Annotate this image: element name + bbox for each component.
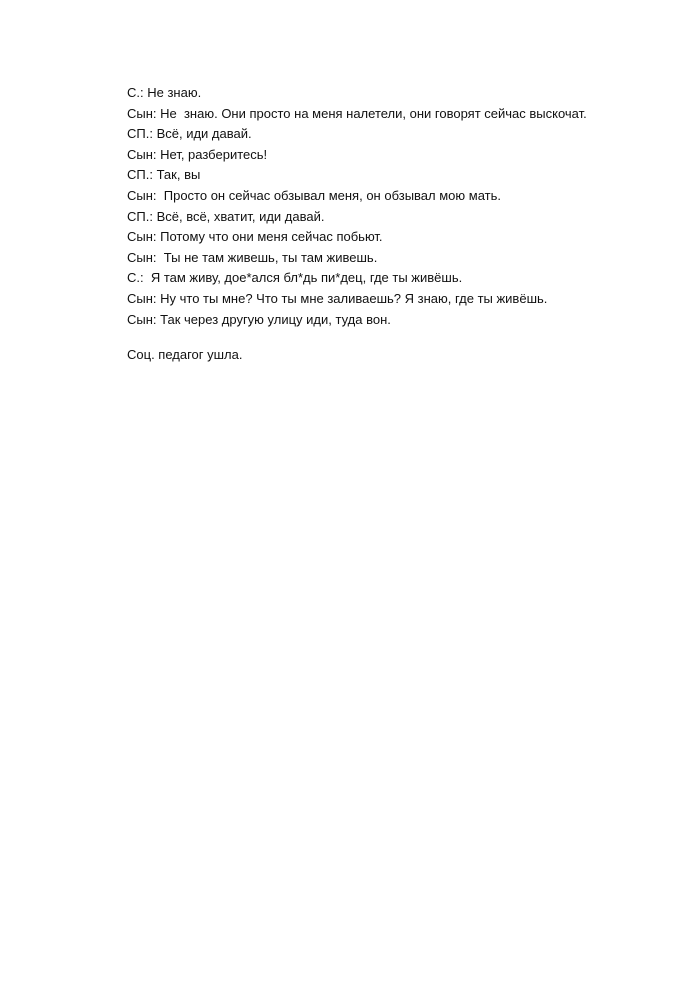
dialogue-line: СП.: Всё, иди давай. — [127, 126, 252, 142]
dialogue-line: С.: Я там живу, дое*ался бл*дь пи*дец, где ты живёшь. — [127, 270, 463, 286]
dialogue-transcript — [127, 83, 687, 330]
dialogue-line: Сын: Просто он сейчас обзывал меня, он обзывал мою мать. — [127, 187, 501, 203]
dialogue-line: Сын: Не знаю. Они просто на меня налетели, они говорят сейчас выскочат. — [127, 105, 587, 121]
dialogue-line: Сын: Нет, разберитесь! — [127, 146, 268, 162]
dialogue-line: Сын: Так через другую улицу иди, туда вон. — [127, 311, 391, 327]
dialogue-line: Сын: Ты не там живешь, ты там живешь. — [127, 249, 378, 265]
closing-remark: Соц. педагог ушла. — [127, 347, 243, 362]
dialogue-line: СП.: Всё, всё, хватит, иди давай. — [127, 208, 325, 224]
dialogue-line: С.: Не знаю. — [127, 85, 202, 100]
dialogue-line: СП.: Так, вы — [127, 167, 201, 183]
dialogue-line: Сын: Потому что они меня сейчас побьют. — [127, 229, 383, 245]
dialogue-line: Сын: Ну что ты мне? Что ты мне заливаешь? Я знаю, где ты живёшь. — [127, 290, 548, 306]
